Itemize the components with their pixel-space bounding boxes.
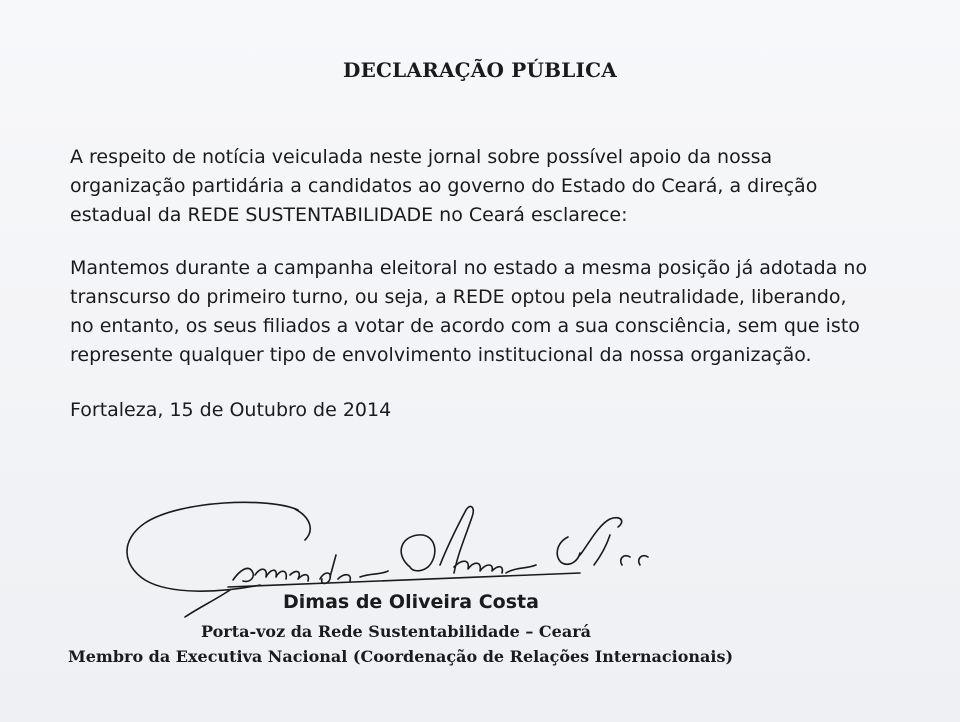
paragraph-line: no entanto, os seus filiados a votar de acordo com a sua consciência, sem que isto (70, 315, 860, 337)
paragraph-position (70, 254, 920, 370)
paragraph-line: represente qualquer tipo de envolvimento institucional da nossa organização. (70, 344, 812, 366)
paragraph-line: organização partidária a candidatos ao governo do Estado do Ceará, a direção (70, 175, 818, 197)
paragraph-line: Mantemos durante a campanha eleitoral no estado a mesma posição já adotada no (70, 257, 868, 279)
paragraph-line: transcurso do primeiro turno, ou seja, a REDE optou pela neutralidade, liberando, (70, 286, 847, 308)
place-date: Fortaleza, 15 de Outubro de 2014 (70, 399, 392, 421)
document-title: DECLARAÇÃO PÚBLICA (343, 58, 617, 82)
signatory-role: Porta-voz da Rede Sustentabilidade – Ceará (201, 622, 591, 641)
signatory-name: Dimas de Oliveira Costa (283, 591, 539, 613)
paragraph-intro (70, 143, 920, 230)
signatory-membership: Membro da Executiva Nacional (Coordenação de Relações Internacionais) (68, 647, 734, 666)
paragraph-line: A respeito de notícia veiculada neste jornal sobre possível apoio da nossa (70, 146, 773, 168)
paragraph-line: estadual da REDE SUSTENTABILIDADE no Ceará esclarece: (70, 204, 628, 226)
